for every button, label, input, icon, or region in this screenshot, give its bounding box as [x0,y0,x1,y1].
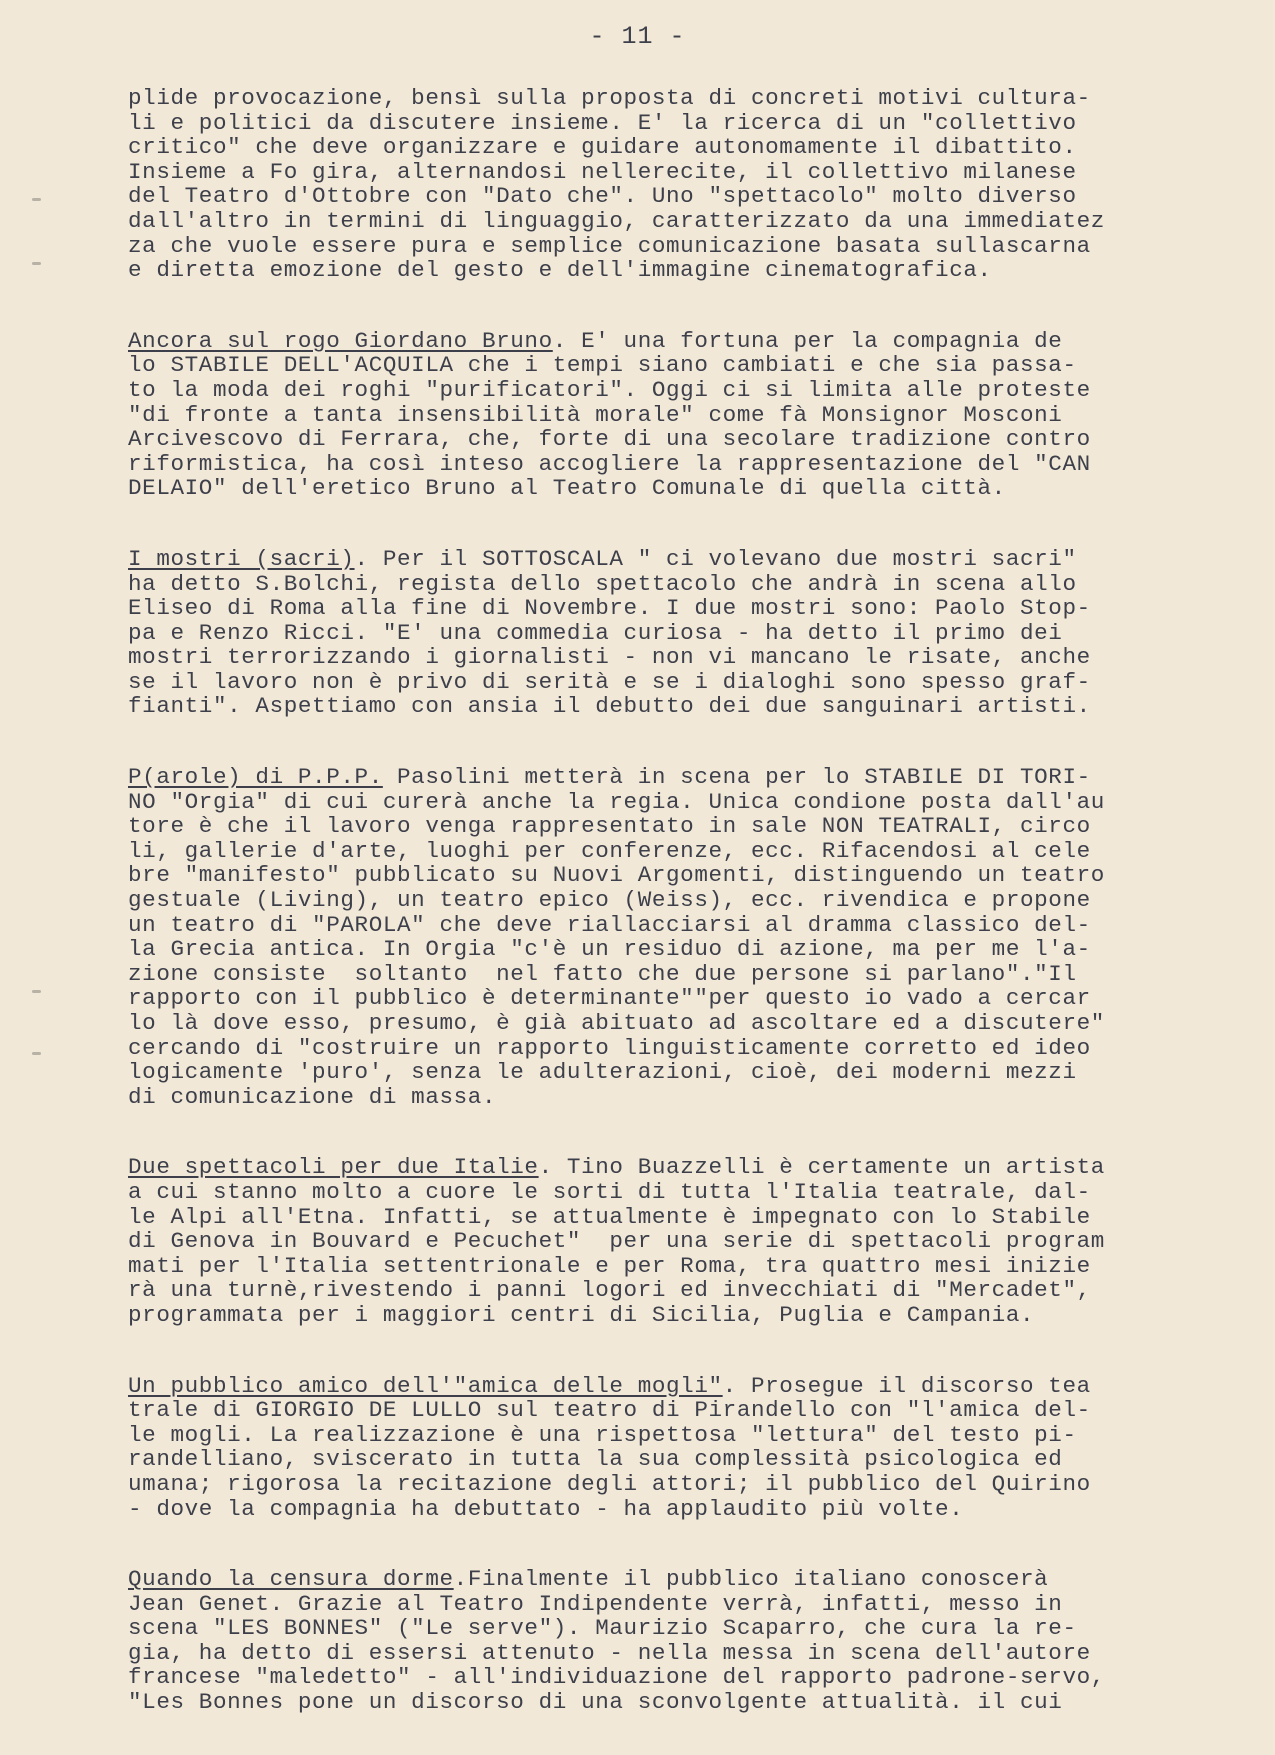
page-edge-mark [32,1052,41,1055]
text-line: se il lavoro non è privo di serità e se i dialoghi sono spesso graf- [128,668,1091,695]
paragraph-censura [128,1567,1208,1715]
text-line: Jean Genet. Grazie al Teatro Indipendente verrà, infatti, messo in [128,1590,1063,1617]
heading-tail: . Per il SOTTOSCALA " ci volevano due mostri sacri" [354,545,1077,572]
heading-tail: . E' una fortuna per la compagnia de [552,327,1063,354]
text-line: la Grecia antica. In Orgia "c'è un residuo di azione, ma per me l'a- [128,936,1091,963]
text-line: riformistica, ha così inteso accogliere la rappresentazione del "CAN [128,450,1091,477]
page-edge-mark [32,262,41,265]
text-line: Arcivescovo di Ferrara, che, forte di una secolare tradizione contro [128,426,1091,453]
text-line: ha detto S.Bolchi, regista dello spettacolo che andrà in scena allo [128,570,1077,597]
text-line [128,1155,1208,1180]
text-line: gia, ha detto di essersi attenuto - nella messa in scena dell'autore [128,1639,1091,1666]
text-line: logicamente 'puro', senza le adulterazioni, cioè, dei moderni mezzi [128,1059,1077,1086]
text-line: critico" che deve organizzare e guidare autonomamente il dibattito. [128,134,1077,161]
text-line: - dove la compagnia ha debuttato - ha applaudito più volte. [128,1495,964,1522]
heading-tail: . Prosegue il discorso tea [722,1372,1091,1399]
text-line [128,1374,1208,1399]
page-edge-mark [32,990,41,993]
text-line: mati per l'Italia settentrionale e per Roma, tra quattro mesi inizie [128,1252,1091,1279]
text-line: randelliano, sviscerato in tutta la sua complessità psicologica ed [128,1446,1063,1473]
text-line: plide provocazione, bensì sulla proposta di concreti motivi cultura- [128,85,1091,111]
text-line: cercando di "costruire un rapporto linguisticamente corretto ed ideo [128,1034,1091,1061]
text-line: fianti". Aspettiamo con ansia il debutto dei due sanguinari artisti. [128,693,1091,720]
section-heading: Un pubblico amico dell'"amica delle mogli" [128,1372,723,1399]
text-line: dall'altro in termini di linguaggio, caratterizzato da una immediatez [128,207,1105,234]
text-line: lo là dove esso, presumo, è già abituato ad ascoltare ed a discutere" [128,1010,1105,1036]
heading-tail: . Tino Buazzelli è certamente un artista [538,1154,1105,1181]
page-number: - 11 - [589,22,686,51]
paragraph-due-spettacoli [128,1155,1208,1327]
document-body [128,86,1208,1715]
text-line: un teatro di "PAROLA" che deve riallacciarsi al dramma classico del- [128,911,1091,938]
text-line [128,1567,1208,1592]
paragraph-giordano-bruno [128,329,1208,501]
text-line: pa e Renzo Ricci. "E' una commedia curiosa - ha detto il primo dei [128,619,1063,646]
text-line: trale di GIORGIO DE LULLO sul teatro di Pirandello con "l'amica del- [128,1397,1091,1424]
text-line: le Alpi all'Etna. Infatti, se attualmente è impegnato con lo Stabile [128,1203,1091,1230]
text-line: rà una turnè,rivestendo i panni logori ed invecchiati di "Mercadet", [128,1277,1091,1304]
section-heading: I mostri (sacri) [128,545,355,572]
text-line: programmata per i maggiori centri di Sicilia, Puglia e Campania. [128,1301,1035,1328]
paragraph-intro-continuation [128,86,1208,283]
text-line: zione consiste soltanto nel fatto che due persone si parlano"."Il [128,960,1077,987]
heading-tail: .Finalmente il pubblico italiano conoscerà [453,1566,1049,1593]
text-line: gestuale (Living), un teatro epico (Weiss), ecc. rivendica e propone [128,887,1091,914]
text-line: NO "Orgia" di cui curerà anche la regia. Unica condione posta dall'au [128,788,1105,815]
text-line: e diretta emozione del gesto e dell'immagine cinematografica. [128,257,992,284]
text-line: Insieme a Fo gira, alternandosi nellerecite, il collettivo milanese [128,158,1077,185]
text-line: li e politici da discutere insieme. E' la ricerca di un "collettivo [128,109,1077,136]
text-line: "Les Bonnes pone un discorso di una sconvolgente attualità. il cui [128,1689,1063,1716]
heading-tail: Pasolini metterà in scena per lo STABILE DI TORI- [382,764,1091,791]
text-line: li, gallerie d'arte, luoghi per conferenze, ecc. Rifacendosi al cele [128,837,1091,864]
text-line: scena "LES BONNES" ("Le serve"). Maurizio Scaparro, che cura la re- [128,1615,1077,1642]
paragraph-mostri-sacri [128,547,1208,719]
text-line [128,329,1208,354]
text-line: bre "manifesto" pubblicato su Nuovi Argomenti, distinguendo un teatro [128,862,1105,889]
section-heading: Quando la censura dorme [128,1566,454,1593]
text-line: del Teatro d'Ottobre con "Dato che". Uno "spettacolo" molto diverso [128,183,1077,210]
section-heading: Ancora sul rogo Giordano Bruno [128,327,553,354]
text-line [128,765,1208,790]
text-line: tore è che il lavoro venga rappresentato in sale NON TEATRALI, circo [128,813,1091,840]
text-line: za che vuole essere pura e semplice comunicazione basata sullascarna [128,232,1091,259]
text-line: rapporto con il pubblico è determinante""per questo io vado a cercar [128,985,1091,1012]
paragraph-amica-delle-mogli [128,1374,1208,1522]
text-line: lo STABILE DELL'ACQUILA che i tempi siano cambiati e che sia passa- [128,352,1077,379]
text-line: di Genova in Bouvard e Pecuchet" per una serie di spettacoli program [128,1228,1105,1255]
text-line: mostri terrorizzando i giornalisti - non vi mancano le risate, anche [128,644,1091,671]
paragraph-pasolini [128,765,1208,1109]
text-line: umana; rigorosa la recitazione degli attori; il pubblico del Quirino [128,1470,1091,1497]
section-heading: P(arole) di P.P.P. [128,764,383,791]
page-edge-mark [32,198,41,201]
section-heading: Due spettacoli per due Italie [128,1154,539,1181]
text-line: di comunicazione di massa. [128,1083,497,1110]
text-line: francese "maledetto" - all'individuazione del rapporto padrone-servo, [128,1664,1105,1691]
text-line: le mogli. La realizzazione è una rispettosa "lettura" del testo pi- [128,1421,1077,1448]
text-line: a cui stanno molto a cuore le sorti di tutta l'Italia teatrale, dal- [128,1178,1091,1205]
text-line: Eliseo di Roma alla fine di Novembre. I due mostri sono: Paolo Stop- [128,595,1091,622]
text-line: DELAIO" dell'eretico Bruno al Teatro Comunale di quella città. [128,475,1006,502]
text-line [128,547,1208,572]
text-line: "di fronte a tanta insensibilità morale" come fà Monsignor Mosconi [128,401,1063,428]
text-line: to la moda dei roghi "purificatori". Oggi ci si limita alle proteste [128,376,1091,403]
